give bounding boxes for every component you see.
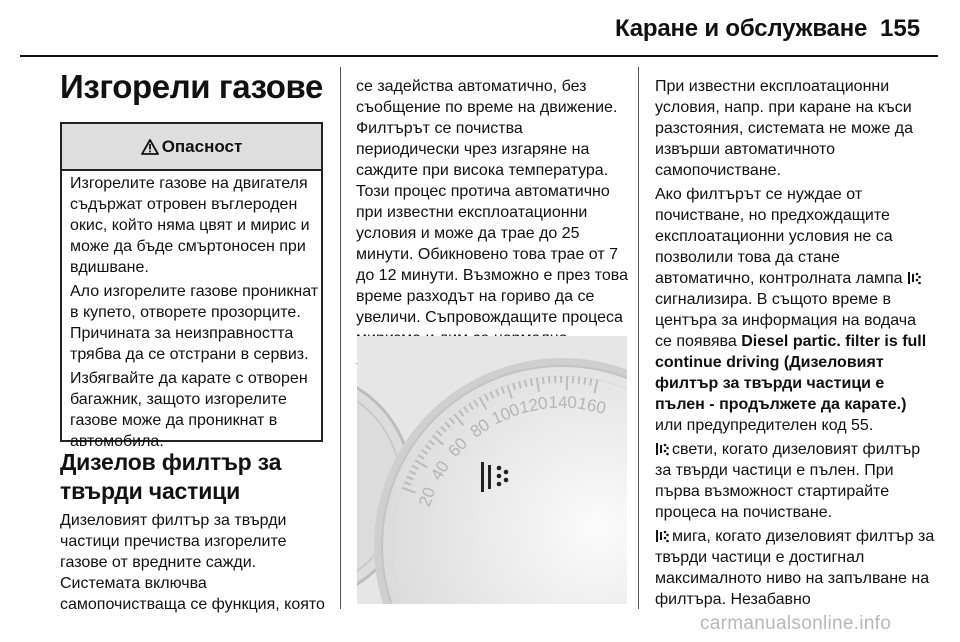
column-3-text <box>655 76 937 613</box>
danger-box <box>60 122 323 450</box>
body-paragraph <box>655 184 937 436</box>
display-message: Diesel partic. filter is full continue driving (Дизеловият филтър за твърди частици е пълен - продължете да карате.) <box>655 333 927 413</box>
dpf-indicator-icon <box>655 528 669 542</box>
column-1-text <box>60 510 330 618</box>
danger-paragraph: Изгорелите газове на двигателя съдържат отровен въглероден окис, който няма цвят и мирис и може да бъде смъртоносен при вдишване. <box>70 175 310 276</box>
body-paragraph <box>655 526 937 610</box>
gauge-tick <box>543 377 544 384</box>
gauge-tick <box>590 379 591 386</box>
text-run: свети, когато дизеловият филтър за твърди частици е пълен. При първа възможност стартирайте процеса на почистване. <box>655 441 921 521</box>
gauge-tick-label: 20 <box>414 484 440 510</box>
column-divider <box>340 67 341 609</box>
section-title: Изгорели газове <box>60 68 323 105</box>
gauge-tick-label: 140 <box>548 392 577 413</box>
warning-triangle-icon <box>141 127 159 172</box>
dpf-indicator-icon <box>655 441 669 455</box>
gauge-tick-label: 40 <box>426 457 453 484</box>
body-paragraph: При известни експлоатационни условия, напр. при каране на къси разстояния, системата не може да извърши автоматичното самопочистване. <box>655 78 914 179</box>
text-run: сигнализира. В същото време в центъра за информация на водача се появява <box>655 291 916 350</box>
page-number: 155 <box>880 15 921 42</box>
running-header: Каране и обслужване <box>615 15 868 42</box>
gauge-tick-label: 60 <box>444 433 472 461</box>
text-run: Ако филтърът се нуждае от почистване, но предхождащите експлоатационни условия не са позволили това да стане автоматично, контролната лампа <box>655 186 903 287</box>
danger-paragraph: Ало изгорелите газове проникнат в купето, отворете прозорците. Причината за неизправността трябва да се отстрани в сервиз. <box>70 283 319 363</box>
column-2-text <box>356 76 628 373</box>
danger-heading <box>62 124 321 171</box>
gauge-tick <box>531 379 532 386</box>
gauge-tick-label: 80 <box>466 415 494 442</box>
gauge-tick-label: 120 <box>517 393 550 418</box>
body-paragraph <box>655 439 937 523</box>
body-paragraph: Дизеловият филтър за твърди частици пречиства изгорелите газове от вредните сажди. Системата включва самопочистваща се функция, която <box>60 512 325 613</box>
column-divider <box>638 67 639 609</box>
body-paragraph: се задейства автоматично, без съобщение по време на движение. Филтърът се почиства периодически чрез изгаряне на саждите при висока температура. Този процес протича автоматично при известни експлоатационни условия и може да трае до 25 минути. Обикновено това трае от 7 до 12 минути. Възможно е през това време разходът на гориво да се увеличи. Съпровождащите процеса <box>356 78 628 326</box>
gauge-tick <box>584 378 585 385</box>
gauge-tick-label: 100 <box>488 399 523 429</box>
instrument-cluster-figure <box>357 336 627 604</box>
danger-paragraph: Избягвайте да карате с отворен багажник, защото изгорелите газове може да проникнат в автомобила. <box>70 370 308 450</box>
subsection-title: Дизелов филтър за твърди частици <box>60 449 282 504</box>
watermark: carmanualsonline.info <box>700 613 892 634</box>
text-run: мига, когато дизеловият филтър за твърди частици е достигнал максималното ниво на запълване на филтъра. Незабавно <box>655 528 935 608</box>
header-rule <box>20 55 938 57</box>
gauge-tick <box>579 377 580 384</box>
gauge-tick <box>549 377 550 384</box>
danger-heading-label: Опасност <box>161 137 243 156</box>
dpf-indicator-icon <box>907 270 921 284</box>
text-run: или предупредителен код 55. <box>655 417 874 434</box>
gauge-tick-label: 160 <box>575 393 608 418</box>
